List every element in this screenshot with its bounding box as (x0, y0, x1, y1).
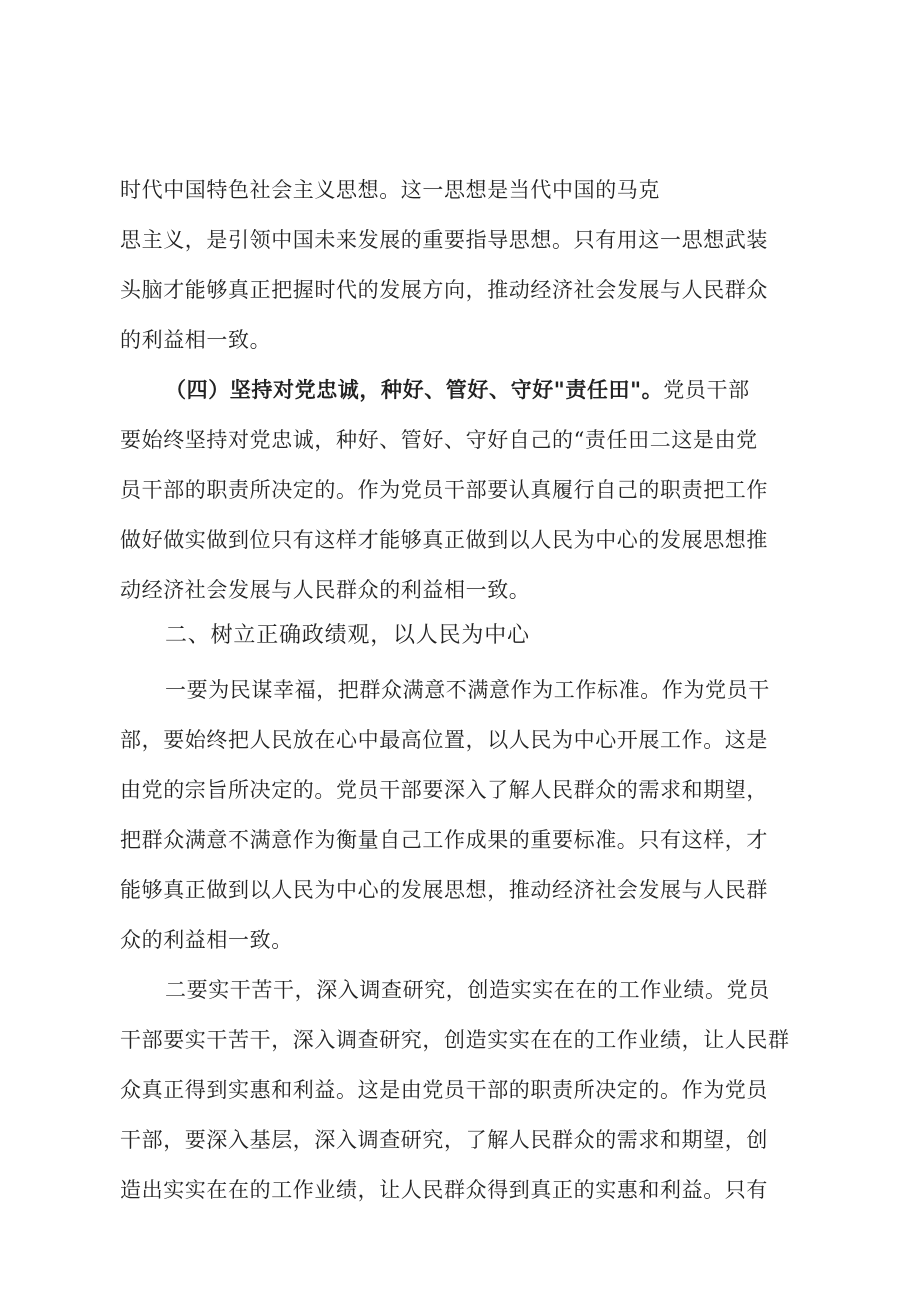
body-text-line: 由党的宗旨所决定的。党员干部要深入了解人民群众的需求和期望， (120, 778, 768, 802)
body-text-line: 的利益相一致。 (120, 328, 272, 352)
body-text-line: 头脑才能够真正把握时代的发展方向，推动经济社会发展与人民群众 (120, 278, 768, 302)
paragraph-first-line: 二要实干苦干，深入调查研究，创造实实在在的工作业绩。党员 (165, 978, 770, 1002)
body-text-line: 造出实实在在的工作业绩，让人民群众得到真正的实惠和利益。只有 (120, 1178, 768, 1202)
body-text-line: 干部要实干苦干，深入调查研究，创造实实在在的工作业绩，让人民群 (120, 1028, 790, 1052)
body-text-line: 部，要始终把人民放在心中最高位置，以人民为中心开展工作。这是 (120, 728, 768, 752)
subheading-bold-text: （四）坚持对党忠诚，种好、管好、守好"责任田"。 (165, 377, 664, 402)
body-text-line: 能够真正做到以人民为中心的发展思想，推动经济社会发展与人民群 (120, 878, 768, 902)
section-subheading-line (165, 376, 820, 404)
body-text-line: 众的利益相一致。 (120, 928, 293, 952)
paragraph-first-line: 一要为民谋幸福，把群众满意不满意作为工作标准。作为党员干 (165, 678, 770, 702)
body-text-line: 众真正得到实惠和利益。这是由党员干部的职责所决定的。作为党员 (120, 1078, 768, 1102)
body-text-line: 员干部的职责所决定的。作为党员干部要认真履行自己的职责把工作 (120, 478, 768, 502)
subheading-continuation-text: 党员干部 (663, 378, 750, 402)
body-text-line: 要始终坚持对党忠诚，种好、管好、守好自己的“责任田二这是由党 (120, 428, 758, 452)
section-heading: 二、树立正确政绩观，以人民为中心 (165, 623, 530, 648)
body-text-line: 做好做实做到位只有这样才能够真正做到以人民为中心的发展思想推 (120, 528, 768, 552)
body-text-line: 动经济社会发展与人民群众的利益相一致。 (120, 578, 531, 602)
body-text-line: 思主义，是引领中国未来发展的重要指导思想。只有用这一思想武装 (120, 228, 768, 252)
body-text-line: 把群众满意不满意作为衡量自己工作成果的重要标准。只有这样，才 (120, 828, 768, 852)
body-text-line: 干部，要深入基层，深入调查研究，了解人民群众的需求和期望，创 (120, 1128, 768, 1152)
body-text-line: 时代中国特色社会主义思想。这一思想是当代中国的马克 (120, 178, 660, 202)
